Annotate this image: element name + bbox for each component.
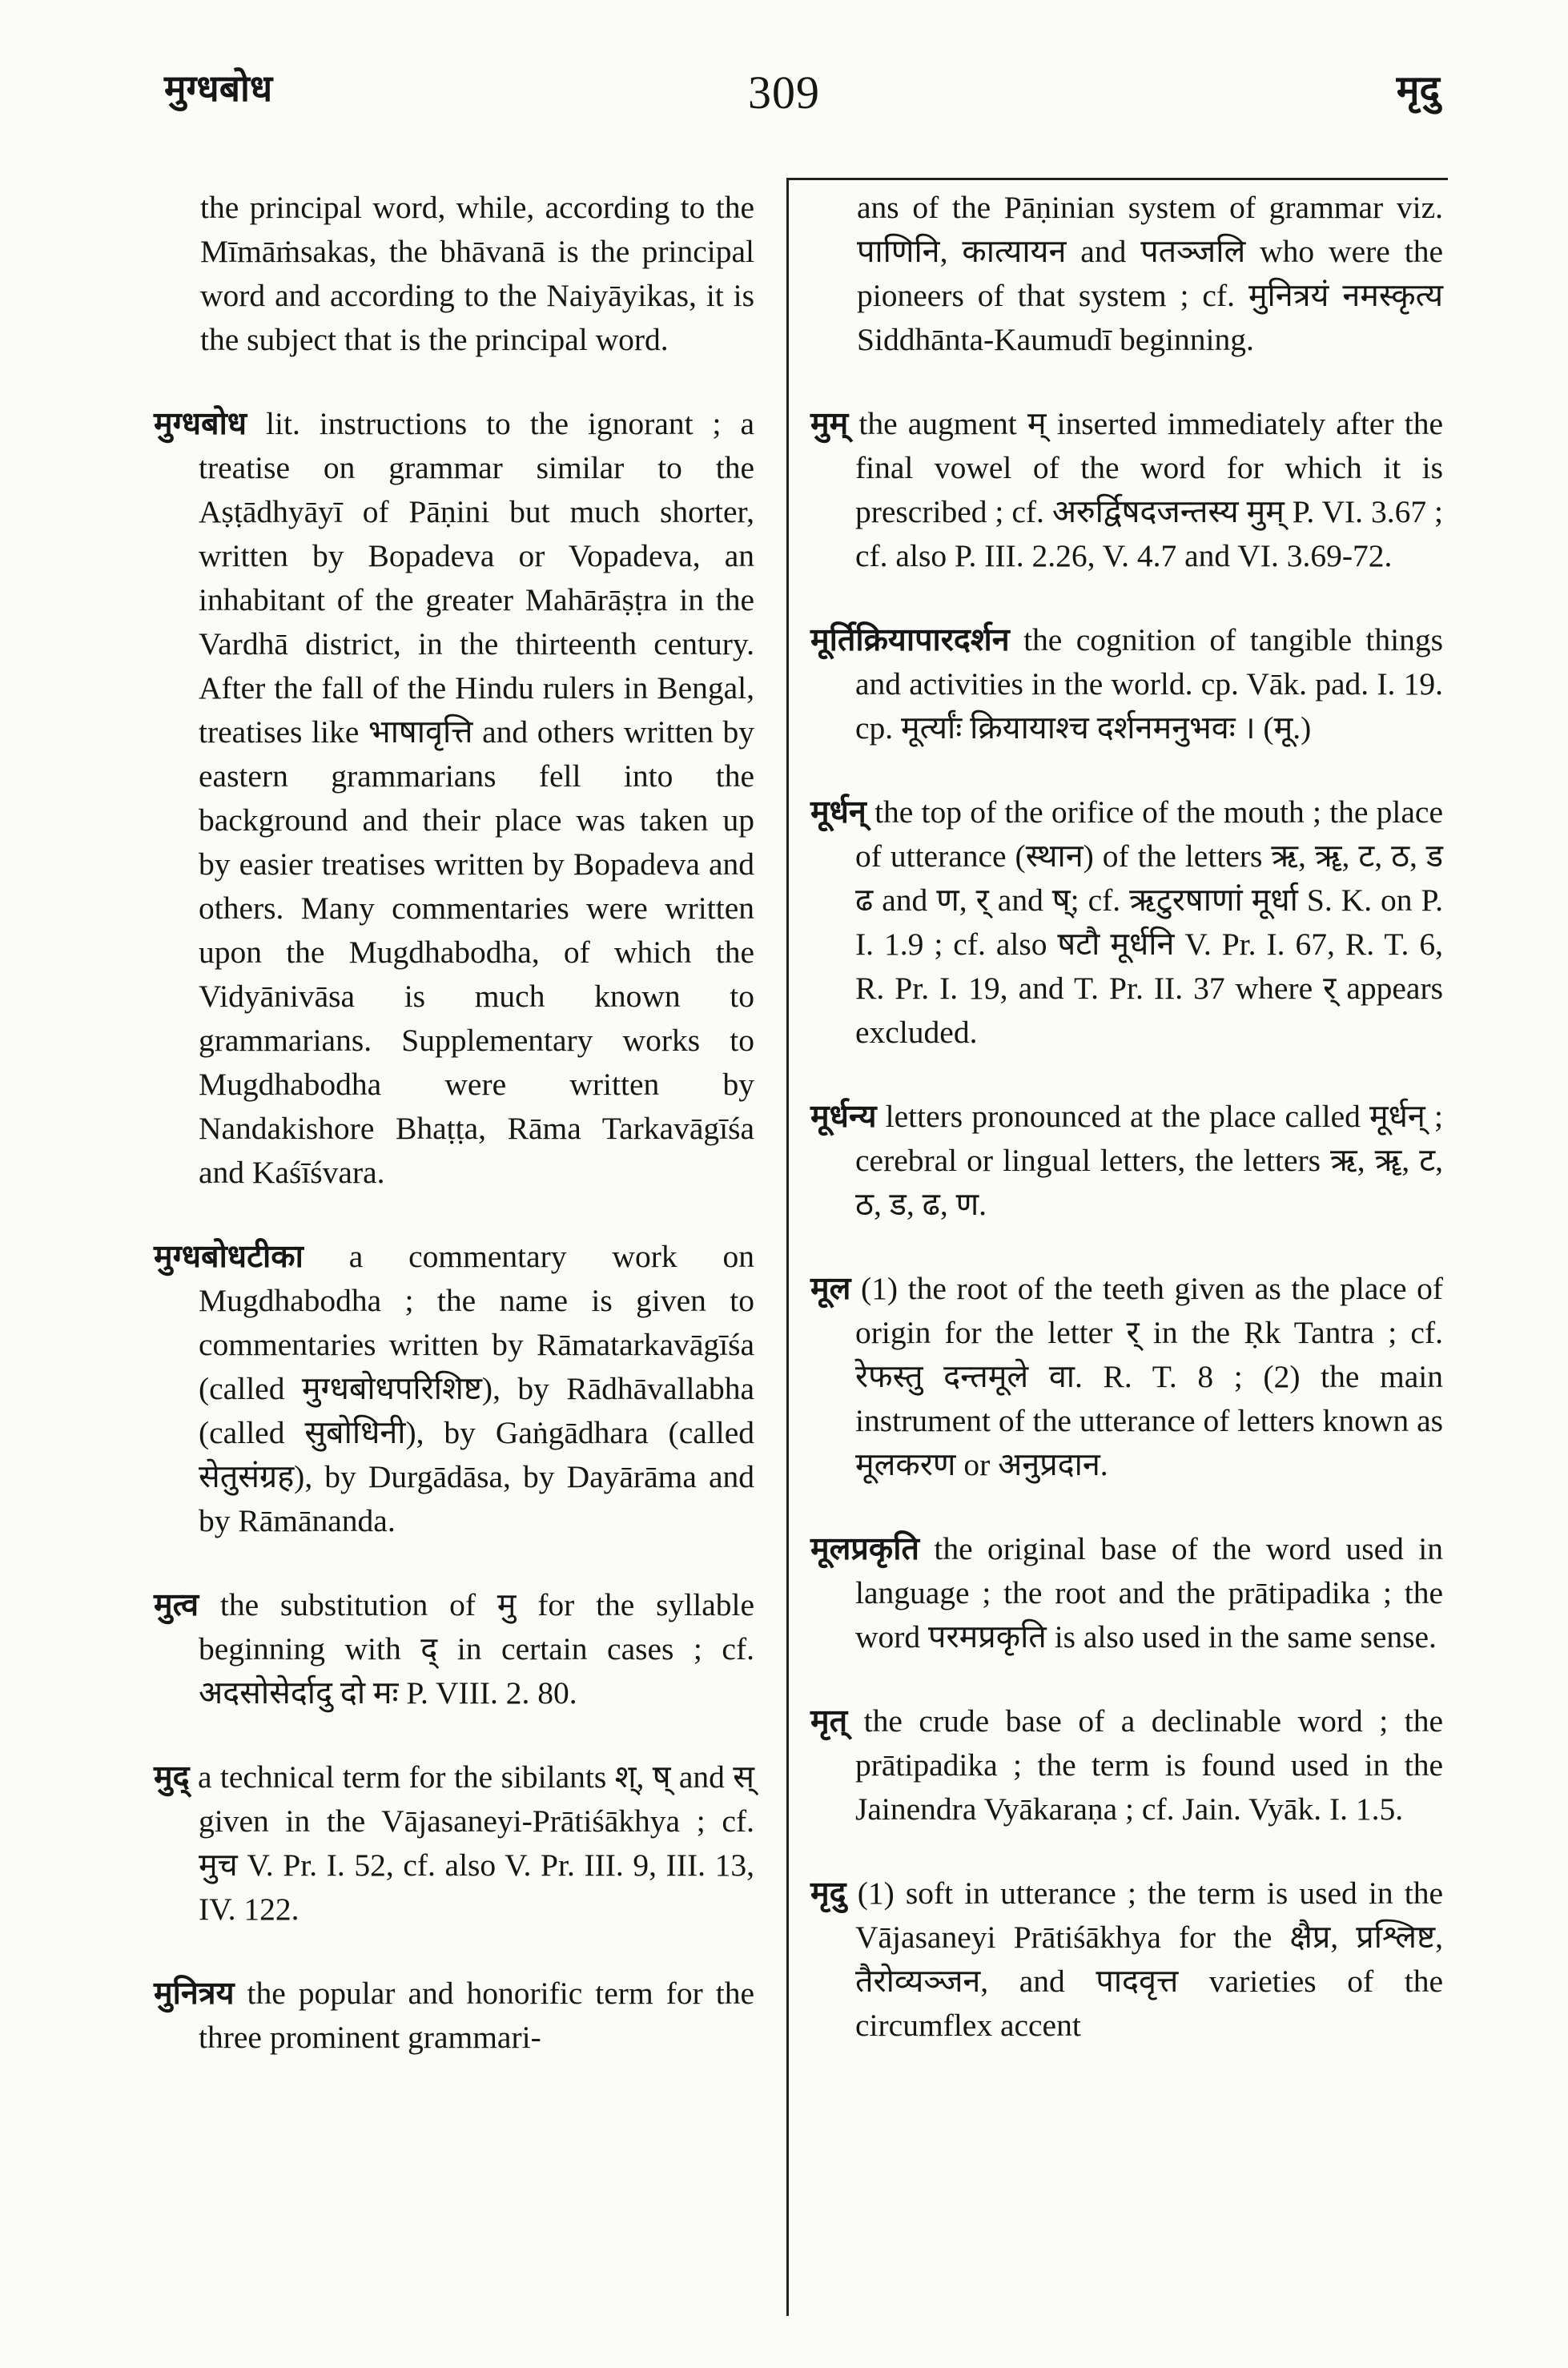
- dictionary-entry: [810, 1527, 1443, 1659]
- entry-headword: मुद्: [154, 1759, 190, 1795]
- dictionary-entry: [810, 1095, 1443, 1227]
- dictionary-entry: [810, 402, 1443, 578]
- entry-text: lit. instructions to the ignorant ; a treatise on grammar similar to the Aṣṭādhyāyī of Pāṇini but much shorter, written by Bopadeva or Vopadeva, an inhabitant of the greater Mahārāṣṭra in the Vardhā district, in the thirteenth century. After the fall of the Hindu rulers in Bengal, treatises like भाषावृत्ति and others written by eastern grammarians fell into the background and their place was taken up by easier treatises written by Bopadeva and others. Many commentaries were written upon the Mugdhabodha, of which the Vidyānivāsa is much known to grammarians. Supplementary works to Mugdhabodha were written by Nandakishore Bhaṭṭa, Rāma Tarkavāgīśa and Kaśīśvara.: [199, 406, 754, 1190]
- entry-text: letters pronounced at the place called मूर्धन् ; cerebral or lingual letters, the letters ऋ, ॠ, ट, ठ, ड, ढ, ण.: [855, 1099, 1443, 1222]
- entry-headword: मृदु: [810, 1876, 846, 1911]
- entry-headword: मूर्धन्य: [810, 1099, 877, 1134]
- entry-text: the original base of the word used in language ; the root and the prātipadika ; the word परमप्रकृति is also used in the same sense.: [855, 1531, 1443, 1654]
- dictionary-entry: [810, 1871, 1443, 2048]
- page-number: 309: [748, 66, 820, 119]
- dictionary-entry: [810, 186, 1443, 362]
- entry-headword: मृत्: [810, 1703, 848, 1739]
- dictionary-entry: [810, 1699, 1443, 1831]
- right-column: [810, 186, 1443, 2088]
- entry-text: (1) the root of the teeth given as the place of origin for the letter र् in the Ṛk Tantra ; cf. रेफस्तु दन्तमूले वा. R. T. 8 ; (2) the main instrument of the utterance of letters known as मूलकरण or अनुप्रदान.: [850, 1271, 1443, 1482]
- entry-text: (1) soft in utterance ; the term is used in the Vājasaneyi Prātiśākhya for the क्षैप्र, प्रश्लिष्ट, तैरोव्यञ्जन, and पादवृत्त varieties of the circumflex accent: [846, 1876, 1443, 2043]
- entry-headword: मुत्व: [154, 1587, 199, 1622]
- entry-text: a commentary work on Mugdhabodha ; the name is given to commentaries written by Rāmatarkavāgīśa (called मुग्धबोधपरिशिष्ट), by Rādhāvallabha (called सुबोधिनी), by Gaṅgādhara (called सेतुसंग्रह), by Durgādāsa, by Dayārāma and by Rāmānanda.: [199, 1239, 754, 1538]
- entry-headword: मुग्धबोधटीका: [154, 1239, 304, 1274]
- entry-headword: मूर्धन्: [810, 794, 866, 830]
- dictionary-entry: [810, 1267, 1443, 1487]
- dictionary-entry: [154, 1583, 754, 1715]
- running-head-right: मृदु: [1396, 69, 1440, 111]
- entry-headword: मुम्: [810, 406, 849, 441]
- entry-text: the top of the orifice of the mouth ; the place of utterance (स्थान) of the letters ऋ, ॠ, ट, ठ, ड ढ and ण, र् and ष्; cf. ऋटुरषाणां मूर्धा S. K. on P. I. 1.9 ; cf. also षटौ मूर्धनि V. Pr. I. 67, R. T. 6, R. Pr. I. 19, and T. Pr. II. 37 where र् appears excluded.: [855, 794, 1443, 1050]
- dictionary-entry: [154, 1235, 754, 1543]
- entry-text: the crude base of a declinable word ; the prātipadika ; the term is found used in the Jainendra Vyākaraṇa ; cf. Jain. Vyāk. I. 1.5.: [847, 1703, 1443, 1827]
- dictionary-entry: [810, 618, 1443, 750]
- header-rule: [786, 178, 1448, 180]
- entry-text: the augment म् inserted immediately after the final vowel of the word for which it is prescribed ; cf. अरुर्द्विषदजन्तस्य मुम् P. VI. 3.67 ; cf. also P. III. 2.26, V. 4.7 and VI. 3.69-72.: [848, 406, 1443, 573]
- entry-text: the popular and honorific term for the three prominent grammari-: [199, 1976, 754, 2055]
- entry-headword: मुनित्रय: [154, 1976, 235, 2011]
- dictionary-entry: [810, 790, 1443, 1055]
- left-column: [154, 186, 754, 2100]
- column-divider: [786, 178, 789, 2316]
- entry-headword: मुग्धबोध: [154, 406, 247, 441]
- dictionary-entry: [154, 1972, 754, 2060]
- entry-text: a technical term for the sibilants श्, ष् and स् given in the Vājasaneyi-Prātiśākhya ; cf. मुच V. Pr. I. 52, cf. also V. Pr. III. 9, III. 13, IV. 122.: [189, 1759, 754, 1927]
- dictionary-entry: [154, 186, 754, 362]
- dictionary-entry: [154, 1755, 754, 1932]
- entry-text: the cognition of tangible things and activities in the world. cp. Vāk. pad. I. 19. cp. मूर्त्यांः क्रियायाश्च दर्शनमनुभवः । (मू.): [855, 622, 1443, 746]
- entry-text: ans of the Pāṇinian system of grammar viz. पाणिनि, कात्यायन and पतञ्जलि who were the pioneers of that system ; cf. मुनित्रयं नमस्कृत्य Siddhānta-Kaumudī beginning.: [857, 190, 1443, 357]
- dictionary-entry: [154, 402, 754, 1195]
- entry-headword: मूल: [810, 1271, 851, 1306]
- entry-headword: मूलप्रकृति: [810, 1531, 919, 1566]
- entry-headword: मूर्तिक्रियापारदर्शन: [810, 622, 1010, 657]
- entry-text: the substitution of मु for the syllable beginning with द् in certain cases ; cf. अदसोसेर्दादु दो मः P. VIII. 2. 80.: [199, 1587, 754, 1711]
- running-head-left: मुग्धबोध: [164, 68, 273, 109]
- entry-text: the principal word, while, according to the Mīmāṁsakas, the bhāvanā is the principal word and according to the Naiyāyikas, it is the subject that is the principal word.: [200, 190, 754, 357]
